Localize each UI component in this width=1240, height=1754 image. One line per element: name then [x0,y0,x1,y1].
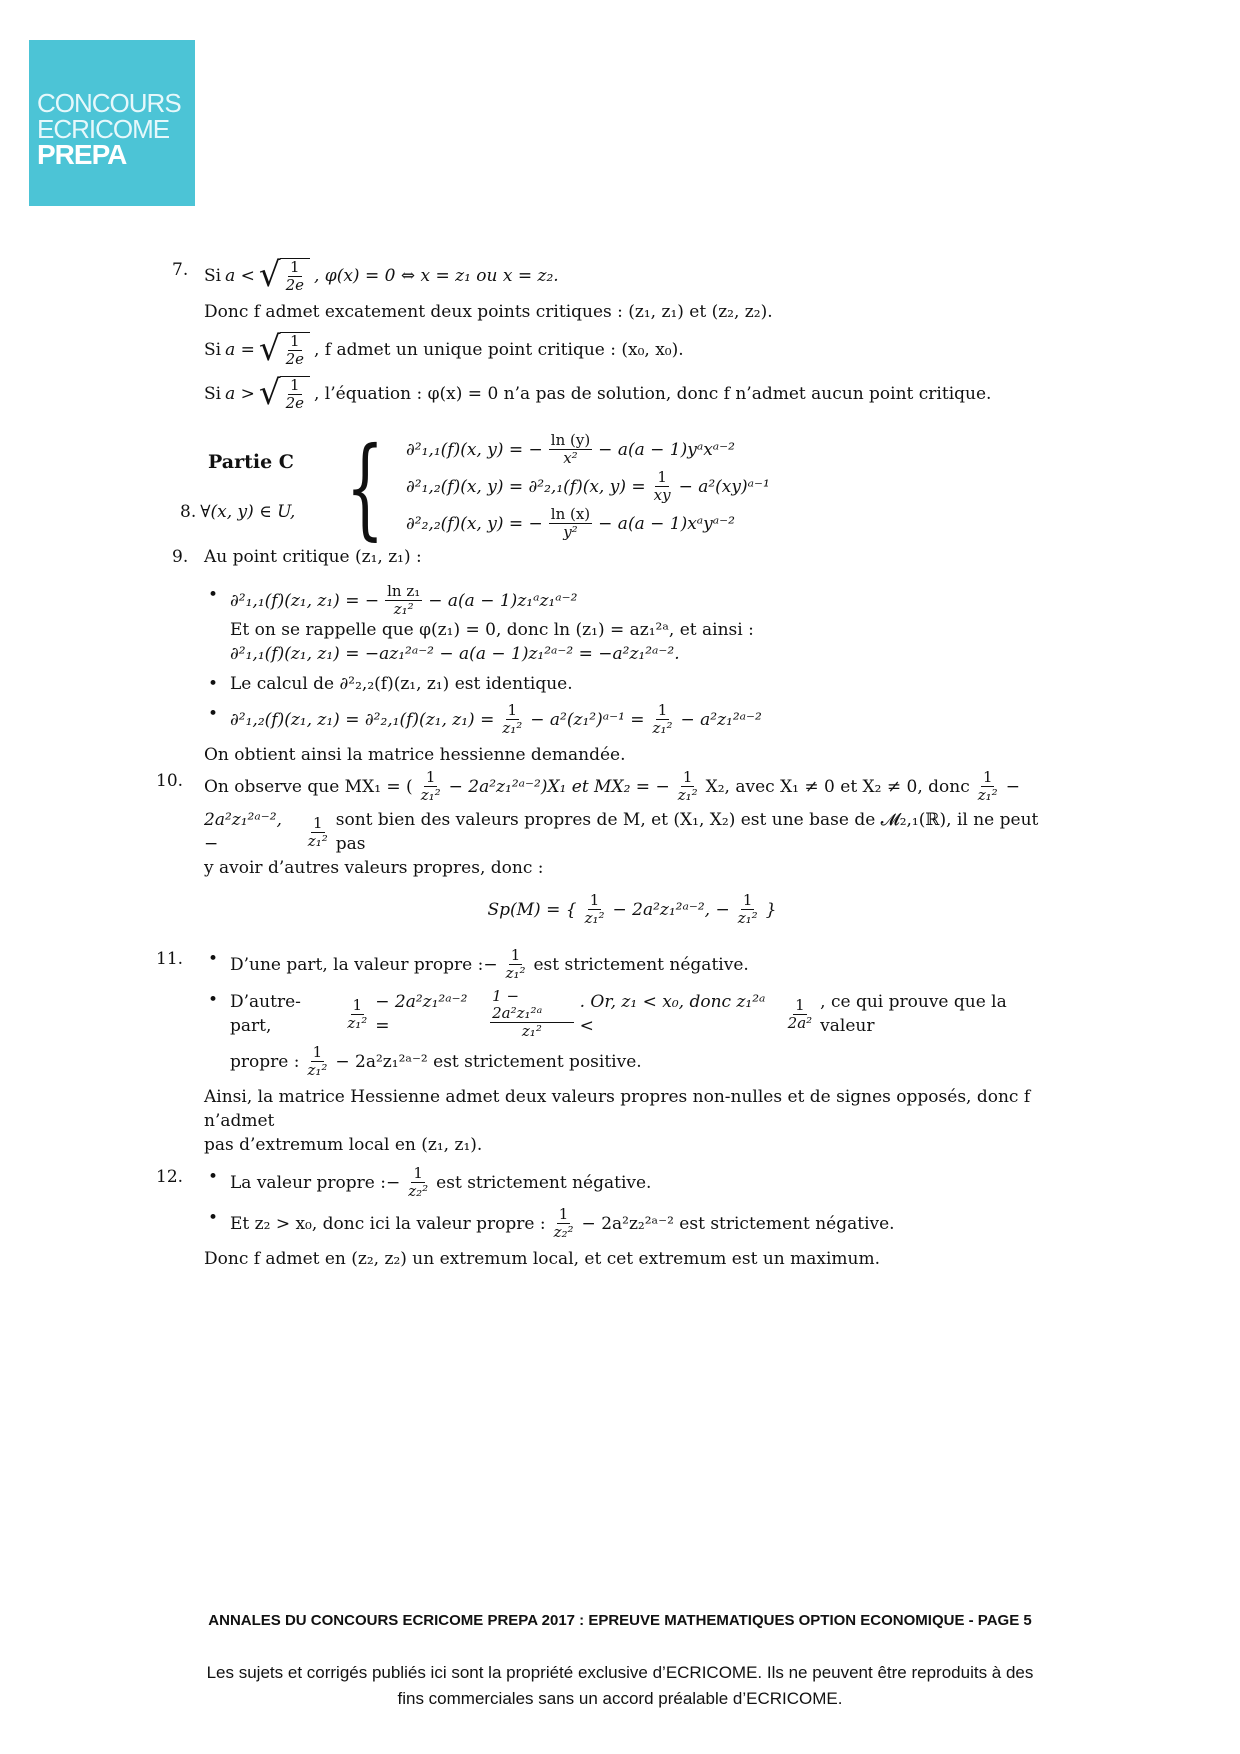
question-number: 8. [180,501,197,522]
bullet-list [204,1165,1060,1241]
q7-line-c: Si a = √ $\frac{1}{2e}$ , f admet un unique point critique : (x₀, x₀). [204,329,684,369]
section-heading: Partie C [208,450,294,473]
footer-title: ANNALES DU CONCOURS ECRICOME PREPA 2017 : EPREUVE MATHEMATIQUES OPTION ECONOMIQUE - PAGE 5 [208,1612,1032,1629]
list-item: • D’autre-part, $\frac{1}{\text{z₁²}}$ − 2a²z₁²ᵃ⁻² = $\frac{\text{1 − 2a²z₁²ᵃ}}{\text{z₁²}}$ . Or, z₁ < x₀, donc z₁²ᵃ < $\frac{1}{\text{2a²}}$ , ce qui prouve que la valeur propre : $\frac{1}{\text{z₁²}}$ − 2a²z₁²ᵃ⁻² est strictement positive. [230,988,1060,1079]
question-10: 10. On observe que MX₁ = ( $\frac{1}{\text{z₁²}}$ − 2a²z₁²ᵃ⁻²)X₁ et MX₂ = − $\frac{1}{\text{z₁²}}$ X₂, avec X₁ ≠ 0 et X₂ ≠ 0, donc $\frac{1}{\text{z₁²}}$ − 2a²z₁²ᵃ⁻², − $\frac{1}{\text{z₁²}}$ sont bien des valeurs propres de M, et (X₁, X₂) est une base de 𝓜₂,₁(ℝ), il ne peut pas y avoir d’autres valeurs propres, donc : Sp(M) = { $\frac{1}{\text{z₁²}}$ − 2a²z₁²ᵃ⁻², − $\frac{1}{\text{z₁²}}$ } [180,769,1060,927]
sqrt-expression: √ $\frac{1}{2e}$ [259,332,310,368]
sqrt-expression: √ $\frac{1}{2e}$ [259,258,310,294]
question-number: 9. [172,547,189,567]
brace-symbol: { [345,422,385,551]
question-9: 9. Au point critique (z₁, z₁) : • ∂²₁,₁(f)(z₁, z₁) = − $\frac{\text{ln z₁}}{\text{z₁²}}$ − a(a − 1)z₁ᵃz₁ᵃ⁻² Et on se rappelle que φ(z₁) = 0, donc ln (z₁) = az₁²ᵃ, et ainsi : ∂²₁,₁(f)(z₁, z₁) = −az₁²ᵃ⁻² − a(a − 1)z₁²ᵃ⁻² = −a²z₁²ᵃ⁻². • Le calcul de ∂²₂,₂(f)(z₁, z₁) est identique. • ∂²₁,₂(f)(z₁, z₁) = ∂²₂,₁(f)(z₁, z₁) = $\frac{1}{\text{z₁²}}$ − a²(z₁²)ᵃ⁻¹ = $\frac{1}{\text{z₁²}}$ − a²z₁²ᵃ⁻² On obtient ainsi la matrice hessienne demandée. [180,545,1060,767]
bullet-list [204,583,1060,737]
question-12: 12. • La valeur propre :− $\frac{1}{\text{z₂²}}$ est strictement négative. • Et z₂ > x₀, donc ici la valeur propre : $\frac{1}{\text{z₂²}}$ − 2a²z₂²ᵃ⁻² est strictement négative. Donc f admet en (z₂, z₂) un extremum local, et cet extremum est un maximum. [180,1165,1060,1271]
question-7 [172,255,1060,413]
question-number: 12. [156,1167,184,1187]
ecricome-logo [29,40,195,206]
sqrt-expression: √ $\frac{1}{2e}$ [259,376,310,412]
logo-line-ecricome: ECRICOME [37,114,170,144]
list-item: • ∂²₁,₁(f)(z₁, z₁) = − $\frac{\text{ln z₁}}{\text{z₁²}}$ − a(a − 1)z₁ᵃz₁ᵃ⁻² Et on se rappelle que φ(z₁) = 0, donc ln (z₁) = az₁²ᵃ, et ainsi : ∂²₁,₁(f)(z₁, z₁) = −az₁²ᵃ⁻² − a(a − 1)z₁²ᵃ⁻² = −a²z₁²ᵃ⁻². [230,583,1060,666]
document-body [156,255,1060,1271]
footer-copyright-note: Les sujets et corrigés publiés ici sont la propriété exclusive d’ECRICOME. Ils ne peuvent être reproduits à des fins commerciales sans un accord préalable d’ECRICOME. [206,1663,1034,1708]
question-number: 7. [172,260,189,280]
question-number: 11. [156,949,184,969]
partial-derivatives-system: ∂²₁,₁(f)(x, y) = − $\frac{\ln (y)}{\text{x²}}$ − a(a − 1)yᵃxᵃ⁻² ∂²₁,₂(f)(x, y) = ∂²₂,₁(f)(x, y) = $\frac{1}{xy}$ − a²(xy)ᵃ⁻¹ ∂²₂,₂(f)(x, y) = − $\frac{\ln (x)}{\text{y²}}$ − a(a − 1)xᵃyᵃ⁻² [406,431,770,541]
question-number: 10. [156,771,184,791]
list-item: • D’une part, la valeur propre :− $\frac{1}{\text{z₁²}}$ est strictement négative. [230,947,1060,982]
q7-line-d: Si a > √ $\frac{1}{2e}$ , l’équation : φ(x) = 0 n’a pas de solution, donc f n’admet aucun point critique. [204,373,992,413]
question-8: Partie C 8. ∀(x, y) ∈ U, { ∂²₁,₁(f)(x, y) = − $\frac{\ln (y)}{\text{x²}}$ − a(a − 1)yᵃxᵃ⁻² ∂²₁,₂(f)(x, y) = ∂²₂,₁(f)(x, y) = $\frac{1}{xy}$ − a²(xy)ᵃ⁻¹ ∂²₂,₂(f)(x, y) = − $\frac{\ln (x)}{\text{y²}}$ − a(a − 1)xᵃyᵃ⁻² [180,422,770,551]
bullet-list [204,947,1060,1079]
list-item: • Le calcul de ∂²₂,₂(f)(z₁, z₁) est identique. [230,672,1060,696]
q7-line-b: Donc f admet excatement deux points critiques : (z₁, z₁) et (z₂, z₂). [204,302,773,322]
logo-line-prepa: PREPA [37,139,127,170]
spectrum-equation: Sp(M) = { $\frac{1}{\text{z₁²}}$ − 2a²z₁²ᵃ⁻², − $\frac{1}{\text{z₁²}}$ } [487,891,777,927]
question-11: 11. • D’une part, la valeur propre :− $\frac{1}{\text{z₁²}}$ est strictement négative. • D’autre-part, $\frac{1}{\text{z₁²}}$ − 2a²z₁²ᵃ⁻² = $\frac{\text{1 − 2a²z₁²ᵃ}}{\text{z₁²}}$ . Or, z₁ < x₀, donc z₁²ᵃ < $\frac{1}{\text{2a²}}$ , ce qui prouve que la valeur propre : $\frac{1}{\text{z₁²}}$ − 2a²z₁²ᵃ⁻² est strictement positive. Ainsi, la matrice Hessienne admet deux valeurs propres non-nulles et de signes opposés, donc f n’admet pas d’extremum local en (z₁, z₁). [180,947,1060,1157]
list-item: • Et z₂ > x₀, donc ici la valeur propre : $\frac{1}{\text{z₂²}}$ − 2a²z₂²ᵃ⁻² est strictement négative. [230,1206,1060,1241]
list-item: • La valeur propre :− $\frac{1}{\text{z₂²}}$ est strictement négative. [230,1165,1060,1200]
q7-line-a: Si a < √ $\frac{1}{2e}$ , φ(x) = 0 ⇔ x = z₁ ou x = z₂. [204,255,559,295]
list-item: • ∂²₁,₂(f)(z₁, z₁) = ∂²₂,₁(f)(z₁, z₁) = $\frac{1}{\text{z₁²}}$ − a²(z₁²)ᵃ⁻¹ = $\frac{1}{\text{z₁²}}$ − a²z₁²ᵃ⁻² [230,702,1060,737]
logo-line-concours: CONCOURS [37,88,181,118]
